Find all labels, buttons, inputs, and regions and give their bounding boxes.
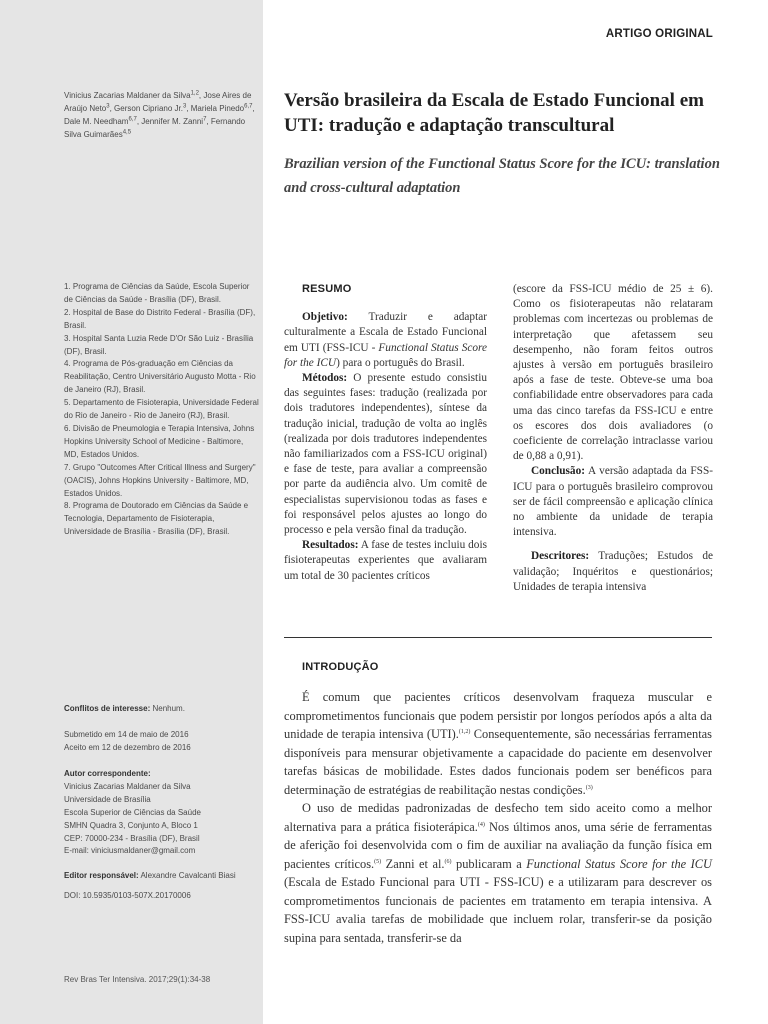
- abstract-heading: RESUMO: [302, 283, 352, 295]
- author-list: Vinicius Zacarias Maldaner da Silva$^{1,2}$, Jose Aires de Araújo Neto$^3$, Gerson Cipriano Jr.$^3$, Mariela Pinedo$^{6,7}$, Dale M. Needham$^{6,7}$, Jennifer M. Zanni$^7$, Fernando Silva Guimarães$^{4,5}$: [64, 90, 255, 139]
- affiliation-item: 2. Hospital de Base do Distrito Federal - Brasília (DF), Brasil.: [64, 307, 256, 330]
- abstract-descriptors: Descritores: Traduções; Estudos de validação; Inquéritos e questionários; Unidades de terapia intensiva: [513, 550, 713, 593]
- affiliation-list: [64, 281, 260, 539]
- affiliation-item: 1. Programa de Ciências da Saúde, Escola Superior de Ciências da Saúde - Brasília (DF), Brasil.: [64, 282, 250, 304]
- section-divider: [284, 637, 712, 638]
- submission-dates: [64, 729, 260, 755]
- abstract-column-right: [513, 282, 713, 595]
- journal-footer: Rev Bras Ter Intensiva. 2017;29(1):34-38: [64, 975, 211, 984]
- affiliation-item: 6. Divisão de Pneumologia e Terapia Intensiva, Johns Hopkins University School of Medicine - Baltimore, MD, Estados Unidos.: [64, 423, 255, 459]
- doi: DOI: 10.5935/0103-507X.20170006: [64, 891, 191, 900]
- abstract-methods: Métodos: O presente estudo consistiu das seguintes fases: tradução (realizada por dois tradutores independentes), síntese da tradução inicial, tradução de volta ao inglês (realizada por dois tradutores independentes não familiarizados com a FSS-ICU original) e fase de teste, para avaliar a compreensão por parte da audiência alvo. Um comitê de especialistas supervisionou todas as fases e foi responsável pelos ajustes ao longo do processo e pela versão final da tradução.: [284, 372, 487, 537]
- abstract-column-left: [284, 282, 487, 584]
- section-label: ARTIGO ORIGINAL: [605, 28, 713, 40]
- intro-heading: INTRODUÇÃO: [302, 661, 379, 673]
- abstract-results: Resultados: A fase de testes incluiu dois fisioterapeutas experientes que avaliaram um total de 30 pacientes críticos: [284, 539, 487, 582]
- abstract-objective: Objetivo: Traduzir e adaptar culturalmente a Escala de Estado Funcional em UTI (FSS-ICU - Functional Status Score for the ICU) para o português do Brasil.: [284, 311, 487, 369]
- intro-paragraph: O uso de medidas padronizadas de desfecho tem sido aceito como a melhor alternativa para a prática fisioterápica.$^{(4)}$ Nos últimos anos, uma série de ferramentas de aferição foi desenvolvida com o fim de auxiliar na avaliação da função física em pacientes críticos.$^{(5)}$ Zanni et al.$^{(6)}$ publicaram a Functional Status Score for the ICU (Escala de Estado Funcional para UTI - FSS-ICU) e a utilizaram para descrever os comprometimentos funcionais de pacientes em tratamento em terapia intensiva. A FSS-ICU avalia tarefas de mobilidade que incluem rolar, transferir-se da posição supina para sentada, transferir-se da: [284, 801, 713, 945]
- affiliation-item: 3. Hospital Santa Luzia Rede D'Or São Luiz - Brasília (DF), Brasil.: [64, 333, 254, 356]
- abstract-conclusion: Conclusão: A versão adaptada da FSS-ICU para o português brasileiro comprovou ser de fácil compreensão e aplicação clínica no ambiente da unidade de terapia intensiva.: [513, 465, 713, 539]
- submitted-date: Submetido em 14 de maio de 2016: [64, 730, 189, 739]
- corresponding-author: Autor correspondente: Vinicius Zacarias Maldaner da Silva Universidade de Brasília Escola Superior de Ciências da Saúde SMHN Quadra 3, Conjunto A, Bloco 1 CEP: 70000-234 - Brasília (DF), Brasil E-mail: viniciusmaldaner@gmail.com: [64, 768, 260, 858]
- corresponding-email[interactable]: E-mail: viniciusmaldaner@gmail.com: [64, 846, 196, 856]
- intro-paragraph: É comum que pacientes críticos desenvolvam fraqueza muscular e comprometimentos funcionais que podem persistir por longos períodos após a alta da unidade de terapia intensiva (UTI).$^{(1,2)}$ Consequentemente, são necessárias ferramentas disponíveis para mensurar objetivamente a capacidade do paciente em desenvolver tarefas básicas de mobilidade. Estes dados funcionais podem ser benéficos para determinação de estratégias de reabilitação nestas condições.$^{(3)}$: [284, 690, 712, 797]
- article-title-pt: Versão brasileira da Escala de Estado Funcional em UTI: tradução e adaptação transcultural: [284, 90, 704, 136]
- affiliation-item: 4. Programa de Pós-graduação em Ciências da Reabilitação, Centro Universitário Augusto Motta - Rio de Janeiro (RJ), Brasil.: [64, 359, 256, 395]
- conflicts-of-interest: Conflitos de interesse: Nenhum.: [64, 704, 185, 713]
- introduction-body: [284, 688, 712, 947]
- affiliation-item: 8. Programa de Doutorado em Ciências da Saúde e Tecnologia, Departamento de Fisioterapia, Universidade de Brasília - Brasília (DF), Brasil.: [64, 501, 249, 537]
- affiliation-item: 7. Grupo "Outcomes After Critical Illness and Surgery" (OACIS), Johns Hopkins University - Baltimore, MD, Estados Unidos.: [64, 462, 256, 498]
- abstract-results-continued: (escore da FSS-ICU médio de 25 ± 6). Como os fisioterapeutas não relataram problemas com incertezas ou problemas de interpretação que afetassem seu desempenho, não foram feitos outros ajustes à versão em português brasileiro após a fase de teste. Obteve-se uma boa confiabilidade entre observadores para cada uma das cinco tarefas da FSS-ICU e entre os escores dos dois avaliadores (o coeficiente de correlação intraclasse variou de 0,88 a 0,91).: [513, 283, 713, 463]
- affiliation-item: 5. Departamento de Fisioterapia, Universidade Federal do Rio de Janeiro - Rio de Janeiro (RJ), Brasil.: [64, 398, 259, 421]
- article-title-en: Brazilian version of the Functional Status Score for the ICU: translation and cross-cultural adaptation: [284, 156, 720, 196]
- responsible-editor: Editor responsável: Alexandre Cavalcanti Biasi: [64, 871, 236, 880]
- accepted-date: Aceito em 12 de dezembro de 2016: [64, 742, 191, 752]
